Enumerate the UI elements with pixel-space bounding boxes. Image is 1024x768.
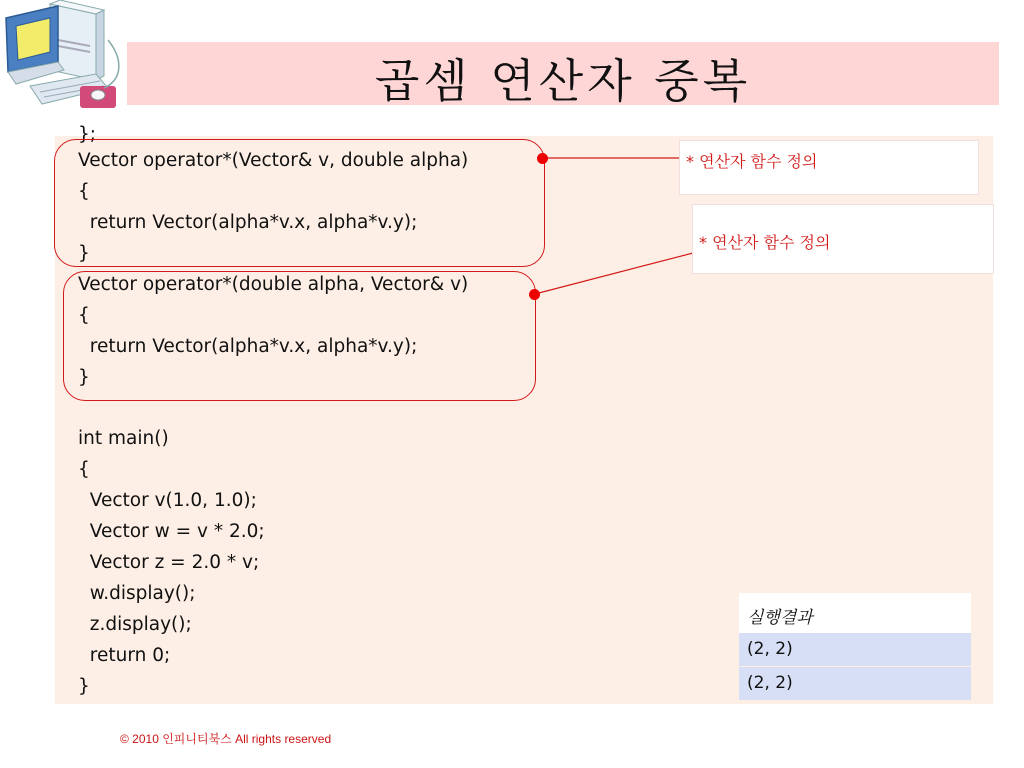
- result-heading-cell: [739, 593, 971, 633]
- code-line: z.display();: [78, 614, 192, 635]
- connector-dot: [529, 289, 540, 300]
- code-line: {: [78, 305, 90, 326]
- connector-dot: [537, 153, 548, 164]
- code-line: return Vector(alpha*v.x, alpha*v.y);: [78, 212, 418, 233]
- code-line: Vector operator*(double alpha, Vector& v): [78, 274, 469, 295]
- code-line: Vector w = v * 2.0;: [78, 521, 265, 542]
- result-row: [739, 633, 971, 666]
- annotation-note-2: [692, 204, 994, 274]
- code-line: Vector v(1.0, 1.0);: [78, 490, 257, 511]
- annotation-text: * 연산자 함수 정의: [686, 152, 818, 171]
- annotation-text: * 연산자 함수 정의: [699, 233, 831, 252]
- code-line: }: [78, 243, 90, 264]
- code-line: };: [78, 124, 97, 145]
- code-line: Vector z = 2.0 * v;: [78, 552, 260, 573]
- code-line: return 0;: [78, 645, 171, 666]
- code-line: int main(): [78, 428, 169, 449]
- code-line: }: [78, 367, 90, 388]
- page-title: 곱셈 연산자 중복: [374, 54, 752, 108]
- execution-result-box: [739, 593, 971, 700]
- code-line: Vector operator*(Vector& v, double alpha): [78, 150, 469, 171]
- annotation-note-1: [679, 140, 979, 195]
- code-line: return Vector(alpha*v.x, alpha*v.y);: [78, 336, 418, 357]
- code-line: {: [78, 181, 90, 202]
- result-row: [739, 667, 971, 700]
- copyright-footer: © 2010 인피니티북스 All rights reserved: [120, 732, 332, 746]
- result-value: (2, 2): [747, 673, 793, 693]
- code-line: {: [78, 459, 90, 480]
- code-line: w.display();: [78, 583, 196, 604]
- result-value: (2, 2): [747, 639, 793, 659]
- result-heading: 실행결과: [747, 608, 813, 628]
- code-line: }: [78, 676, 90, 697]
